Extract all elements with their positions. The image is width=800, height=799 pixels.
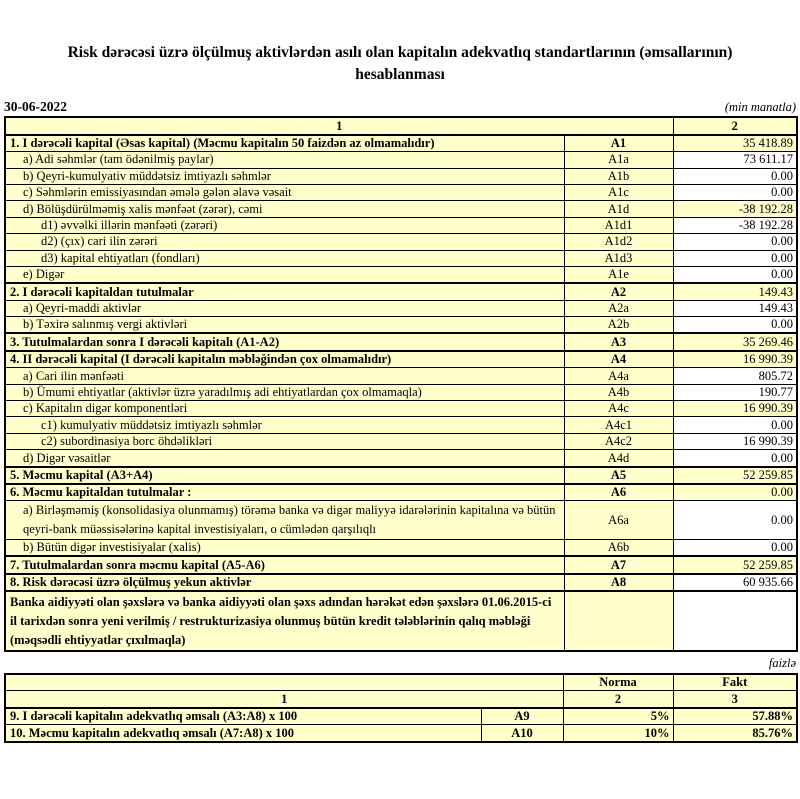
row-value: 35 418.89: [673, 135, 797, 152]
row-code: A6a: [564, 501, 673, 540]
row-value: 0.00: [673, 317, 797, 334]
table-row: [5, 450, 797, 467]
table-row: [5, 401, 797, 417]
table-row: [5, 201, 797, 217]
ratio-number-header-row: [5, 691, 797, 708]
table-row: [5, 266, 797, 283]
row-code: A6: [564, 484, 673, 501]
unit-note: (min manatla): [724, 100, 796, 115]
row-label: b) Ümumi ehtiyatlar (aktivlər üzrə yaradılmış adi ehtiyatlardan çox olmamaqla): [5, 384, 564, 400]
row-value: -38 192.28: [673, 217, 797, 233]
ratio-header-row: [5, 674, 797, 691]
table-row: [5, 384, 797, 400]
row-value: 0.00: [673, 266, 797, 283]
row-label: b) Qeyri-kumulyativ müddətsiz imtiyazlı səhmlər: [5, 168, 564, 184]
table-row: [5, 184, 797, 200]
ratio-col-header-fakt: Fakt: [673, 674, 797, 691]
ratio-num-header-1: 1: [5, 691, 563, 708]
row-label: 5. Məcmu kapital (A3+A4): [5, 467, 564, 484]
row-value: 0.00: [673, 484, 797, 501]
ratio-row-norma: 5%: [563, 708, 673, 725]
row-code: A1d: [564, 201, 673, 217]
table-row: [5, 501, 797, 540]
row-code: A4d: [564, 450, 673, 467]
row-label: d) Bölüşdürülməmiş xalis mənfəət (zərər), cəmi: [5, 201, 564, 217]
row-code: A3: [564, 333, 673, 350]
row-label: c2) subordinasiya borc öhdəlikləri: [5, 433, 564, 449]
ratio-row-code: A9: [481, 708, 563, 725]
ratio-header-empty: [5, 674, 563, 691]
row-label: b) Bütün digər investisiyalar (xalis): [5, 539, 564, 556]
row-code: A6b: [564, 539, 673, 556]
row-value: 16 990.39: [673, 401, 797, 417]
row-code: [564, 591, 673, 651]
main-table-header-row: [5, 117, 797, 134]
table-row: [5, 250, 797, 266]
row-code: A4a: [564, 368, 673, 384]
row-value: [673, 591, 797, 651]
row-code: A4: [564, 351, 673, 368]
row-code: A4c1: [564, 417, 673, 433]
ratio-row-label: 10. Məcmu kapitalın adekvatlıq əmsalı (A7:A8) x 100: [5, 725, 481, 742]
table-row: [5, 368, 797, 384]
table-row: [5, 333, 797, 350]
table-row: [5, 574, 797, 591]
table-row: [5, 484, 797, 501]
table-row: [5, 234, 797, 250]
table-row: [5, 539, 797, 556]
row-code: A1: [564, 135, 673, 152]
row-value: 35 269.46: [673, 333, 797, 350]
row-code: A2b: [564, 317, 673, 334]
row-value: 0.00: [673, 501, 797, 540]
row-value: 0.00: [673, 450, 797, 467]
adequacy-ratio-table: [4, 673, 798, 743]
table-row: [5, 467, 797, 484]
table-row: [5, 152, 797, 168]
row-code: A1e: [564, 266, 673, 283]
row-label: 7. Tutulmalardan sonra məcmu kapital (A5-A6): [5, 556, 564, 573]
row-value: 149.43: [673, 283, 797, 300]
ratio-num-header-2: 2: [563, 691, 673, 708]
ratio-row-fakt: 85.76%: [673, 725, 797, 742]
report-page: [0, 42, 800, 743]
ratio-num-header-3: 3: [673, 691, 797, 708]
row-label: c) Səhmlərin emissiyasından əmələ gələn əlavə vəsait: [5, 184, 564, 200]
row-label: a) Adi səhmlər (tam ödənilmiş paylar): [5, 152, 564, 168]
row-value: 60 935.66: [673, 574, 797, 591]
row-value: 149.43: [673, 300, 797, 316]
row-value: 0.00: [673, 539, 797, 556]
table-row: [5, 591, 797, 651]
row-label: 8. Risk dərəcəsi üzrə ölçülmuş yekun aktivlər: [5, 574, 564, 591]
row-value: 16 990.39: [673, 351, 797, 368]
row-label: d2) (çıx) cari ilin zərəri: [5, 234, 564, 250]
row-code: A2a: [564, 300, 673, 316]
row-code: A1d1: [564, 217, 673, 233]
ratio-row-fakt: 57.88%: [673, 708, 797, 725]
row-value: 52 259.85: [673, 556, 797, 573]
ratio-row-label: 9. I dərəcəli kapitalın adekvatlıq əmsalı (A3:A8) x 100: [5, 708, 481, 725]
row-label: a) Birləşməmiş (konsolidasiya olunmamış) törəmə banka və digər maliyyə idarələrinin kapitalına və bütün qeyri-bank müəssisələrinə kapital investisiyaları, o cümlədən qarşılıqlı: [5, 501, 564, 540]
row-label: 2. I dərəcəli kapitaldan tutulmalar: [5, 283, 564, 300]
ratio-table-row: [5, 725, 797, 742]
table-row: [5, 417, 797, 433]
row-label: d1) əvvəlki illərin mənfəəti (zərəri): [5, 217, 564, 233]
table-row: [5, 283, 797, 300]
row-label: c) Kapitalın digər komponentləri: [5, 401, 564, 417]
row-value: 0.00: [673, 417, 797, 433]
row-code: A1d3: [564, 250, 673, 266]
row-label: e) Digər: [5, 266, 564, 283]
row-label: 1. I dərəcəli kapital (Əsas kapital) (Məcmu kapitalın 50 faizdən az olmamalıdır): [5, 135, 564, 152]
ratio-col-header-norma: Norma: [563, 674, 673, 691]
table-row: [5, 168, 797, 184]
row-code: A1a: [564, 152, 673, 168]
ratio-table-row: [5, 708, 797, 725]
ratio-row-code: A10: [481, 725, 563, 742]
row-value: 0.00: [673, 168, 797, 184]
row-code: A7: [564, 556, 673, 573]
row-code: A4c: [564, 401, 673, 417]
row-value: 0.00: [673, 250, 797, 266]
table-row: [5, 317, 797, 334]
table-row: [5, 300, 797, 316]
row-label: Banka aidiyyəti olan şəxslərə və banka aidiyyəti olan şəxs adından hərəkət edən şəxslərə 01.06.2015-ci il tarixdən sonra yeni verilmiş / restrukturizasiya olunmuş bütün kredit tələblərinin qalıq məbləği (məqsədli ehtiyyatlar çıxılmaqla): [5, 591, 564, 651]
row-value: -38 192.28: [673, 201, 797, 217]
main-col-header-1: 1: [5, 117, 673, 134]
capital-adequacy-table: [4, 116, 798, 652]
percent-note: faizlə: [768, 656, 796, 671]
page-title: Risk dərəcəsi üzrə ölçülmuş aktivlərdən asılı olan kapitalın adekvatlıq standartlarının (əmsallarının) hesablanması: [67, 44, 733, 83]
table-row: [5, 351, 797, 368]
percent-note-line: [4, 654, 796, 672]
row-label: d) Digər vəsaitlər: [5, 450, 564, 467]
row-label: 3. Tutulmalardan sonra I dərəcəli kapitalı (A1-A2): [5, 333, 564, 350]
report-date: 30-06-2022: [4, 99, 67, 115]
table-row: [5, 217, 797, 233]
row-value: 190.77: [673, 384, 797, 400]
row-value: 16 990.39: [673, 433, 797, 449]
row-code: A1c: [564, 184, 673, 200]
row-code: A4c2: [564, 433, 673, 449]
table-row: [5, 433, 797, 449]
row-value: 73 611.17: [673, 152, 797, 168]
row-value: 52 259.85: [673, 467, 797, 484]
row-code: A8: [564, 574, 673, 591]
table-row: [5, 135, 797, 152]
row-label: b) Təxirə salınmış vergi aktivləri: [5, 317, 564, 334]
row-label: c1) kumulyativ müddətsiz imtiyazlı səhmlər: [5, 417, 564, 433]
ratio-row-norma: 10%: [563, 725, 673, 742]
row-code: A4b: [564, 384, 673, 400]
row-value: 0.00: [673, 184, 797, 200]
row-value: 0.00: [673, 234, 797, 250]
row-code: A1d2: [564, 234, 673, 250]
subheader: [4, 99, 796, 115]
row-label: d3) kapital ehtiyatları (fondları): [5, 250, 564, 266]
row-code: A1b: [564, 168, 673, 184]
table-row: [5, 556, 797, 573]
row-code: A5: [564, 467, 673, 484]
row-label: a) Qeyri-maddi aktivlər: [5, 300, 564, 316]
row-label: 6. Məcmu kapitaldan tutulmalar :: [5, 484, 564, 501]
row-code: A2: [564, 283, 673, 300]
row-label: a) Cari ilin mənfəəti: [5, 368, 564, 384]
row-value: 805.72: [673, 368, 797, 384]
row-label: 4. II dərəcəli kapital (I dərəcəli kapitalın məbləğindən çox olmamalıdır): [5, 351, 564, 368]
main-col-header-2: 2: [673, 117, 797, 134]
